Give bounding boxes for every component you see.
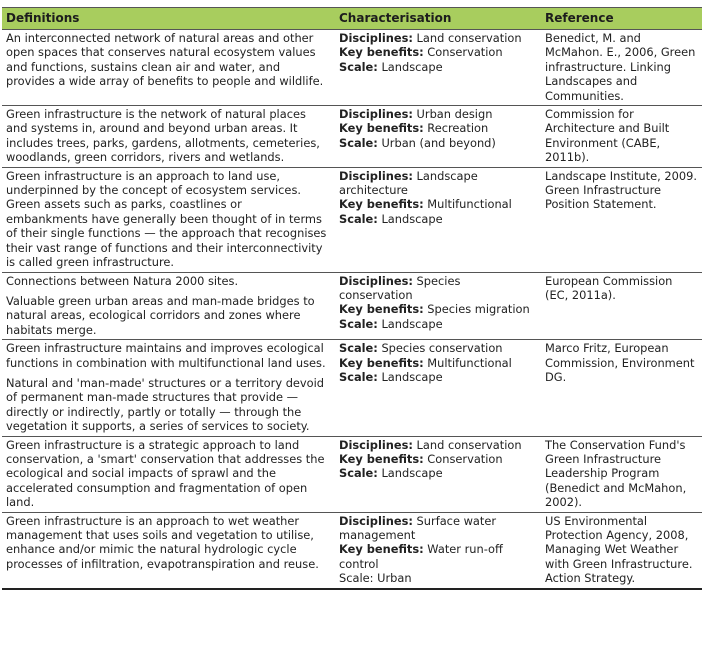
characterisation-label: Disciplines:: [339, 168, 413, 183]
characterisation-label: Scale:: [339, 466, 378, 481]
characterisation-value: Urban (and beyond): [377, 135, 496, 150]
definition-paragraph: Green infrastructure is the network of natural places and systems in, around and beyond urban areas. It includes trees, parks, gardens, allotments, cemeteries, woodlands, green corridors, rivers and wetlands.: [6, 107, 320, 165]
characterisation-label: Scale:: [339, 59, 378, 74]
characterisation-label: Key benefits:: [339, 45, 424, 60]
characterisation-value: Water run-off control: [339, 542, 503, 571]
definition-paragraph: Green infrastructure is a strategic approach to land conservation, a 'smart' conservation that addresses the ecological and social impacts of sprawl and the accelerated consumption and fragmentation of open land.: [6, 437, 325, 510]
characterisation-value: Scale: Urban: [339, 571, 412, 586]
header-characterisation: Characterisation: [335, 8, 541, 30]
characterisation-line: [339, 212, 537, 226]
characterisation-line: [339, 107, 537, 121]
header-row: [2, 8, 702, 30]
characterisation-label: Key benefits:: [339, 197, 424, 212]
characterisation-label: Disciplines:: [339, 513, 413, 528]
definition-paragraph: An interconnected network of natural areas and other open spaces that conserves natural ecosystem values and functions, sustains clean air and water, and provides a wide array of benefits to people and wildlife.: [6, 31, 324, 89]
characterisation-cell: [335, 436, 541, 512]
characterisation-label: Disciplines:: [339, 31, 413, 45]
reference-cell: Commission for Architecture and Built Environment (CABE, 2011b).: [541, 106, 702, 168]
definition-paragraph: Valuable green urban areas and man-made bridges to natural areas, ecological corridors and zones where habitats merge.: [6, 293, 315, 337]
characterisation-label: Disciplines:: [339, 273, 413, 288]
characterisation-cell: [335, 512, 541, 589]
characterisation-value: Landscape: [377, 211, 443, 226]
characterisation-value: Conservation: [423, 451, 503, 466]
characterisation-line: [339, 45, 537, 59]
reference-cell: The Conservation Fund's Green Infrastructure Leadership Program (Benedict and McMahon, 2002).: [541, 436, 702, 512]
characterisation-value: Multifunctional: [423, 197, 512, 212]
definition-cell: [2, 30, 335, 106]
reference-cell: European Commission (EC, 2011a).: [541, 272, 702, 340]
table-row: [2, 167, 702, 272]
characterisation-value: Land conservation: [412, 31, 522, 45]
definition-cell: [2, 106, 335, 168]
characterisation-value: Surface water management: [339, 513, 497, 542]
characterisation-value: Landscape: [377, 316, 443, 331]
header-reference: Reference: [541, 8, 702, 30]
definition-paragraph: Green infrastructure maintains and improves ecological functions in combination with multifunctional land uses.: [6, 341, 326, 370]
characterisation-label: Key benefits:: [339, 121, 424, 136]
definitions-table: [2, 7, 702, 590]
characterisation-label: Scale:: [339, 316, 378, 331]
characterisation-line: [339, 514, 537, 543]
definition-paragraph: Natural and 'man-made' structures or a territory devoid of permanent man-made structures that provide — directly or indirectly, partly or totally — through the vegetation it supports, a series of services to society.: [6, 375, 325, 434]
definition-paragraph: Green infrastructure is an approach to wet weather management that uses soils and vegetation to utilise, enhance and/or mimic the natural hydrologic cycle processes of infiltration, evapotranspiration and reuse.: [6, 513, 319, 571]
characterisation-line: [339, 121, 537, 135]
characterisation-cell: [335, 106, 541, 168]
table-body: [2, 30, 702, 589]
characterisation-value: Recreation: [423, 121, 489, 136]
characterisation-label: Key benefits:: [339, 451, 424, 466]
definition-cell: [2, 436, 335, 512]
table-row: [2, 512, 702, 589]
characterisation-label: Scale:: [339, 135, 378, 150]
characterisation-label: Key benefits:: [339, 302, 424, 317]
reference-cell: Benedict, M. and McMahon. E., 2006, Green infrastructure. Linking Landscapes and Communities.: [541, 30, 702, 106]
characterisation-value: Urban design: [412, 107, 493, 122]
characterisation-label: Disciplines:: [339, 437, 413, 452]
table-row: [2, 30, 702, 106]
definition-cell: [2, 272, 335, 340]
characterisation-cell: [335, 167, 541, 272]
table-row: [2, 340, 702, 436]
characterisation-label: Scale:: [339, 369, 378, 384]
characterisation-line: [339, 31, 537, 45]
characterisation-label: Scale:: [339, 211, 378, 226]
reference-cell: Landscape Institute, 2009. Green Infrastructure Position Statement.: [541, 167, 702, 272]
definition-cell: [2, 167, 335, 272]
characterisation-value: Species conservation: [377, 341, 503, 356]
characterisation-cell: [335, 30, 541, 106]
characterisation-value: Multifunctional: [423, 355, 512, 370]
characterisation-line: [339, 136, 537, 150]
characterisation-line: [339, 317, 537, 331]
reference-cell: Marco Fritz, European Commission, Environment DG.: [541, 340, 702, 436]
characterisation-value: Conservation: [423, 45, 503, 60]
characterisation-line: [339, 466, 537, 480]
definition-paragraph: Connections between Natura 2000 sites.: [6, 273, 239, 288]
characterisation-line: [339, 197, 537, 211]
characterisation-line: [339, 370, 537, 384]
characterisation-line: [339, 452, 537, 466]
characterisation-value: Landscape architecture: [339, 168, 478, 198]
table-row: [2, 106, 702, 168]
characterisation-label: Scale:: [339, 341, 378, 356]
characterisation-label: Key benefits:: [339, 355, 424, 370]
characterisation-value: Species conservation: [339, 273, 461, 302]
characterisation-value: Landscape: [377, 59, 443, 74]
characterisation-line: [339, 571, 537, 585]
definition-cell: [2, 512, 335, 589]
characterisation-cell: [335, 340, 541, 436]
characterisation-line: [339, 60, 537, 74]
characterisation-value: Landscape: [377, 466, 443, 481]
table-row: [2, 272, 702, 340]
characterisation-value: Land conservation: [412, 437, 522, 452]
characterisation-cell: [335, 272, 541, 340]
definition-cell: [2, 340, 335, 436]
characterisation-line: [339, 356, 537, 370]
characterisation-line: [339, 438, 537, 452]
definition-paragraph: Green infrastructure is an approach to land use, underpinned by the concept of ecosystem services. Green assets such as parks, coastlines or embankments have generally been thought of in terms of their single functions — the approach that recognises their vast range of functions and their interconnectivity is called green infrastructure.: [6, 168, 327, 270]
characterisation-line: [339, 542, 537, 571]
characterisation-label: Key benefits:: [339, 542, 424, 557]
characterisation-line: [339, 169, 537, 198]
characterisation-value: Landscape: [377, 369, 443, 384]
characterisation-line: [339, 341, 537, 355]
characterisation-line: [339, 274, 537, 303]
header-definitions: Definitions: [2, 8, 335, 30]
characterisation-value: Species migration: [423, 302, 530, 317]
table-row: [2, 436, 702, 512]
table-header: [2, 8, 702, 30]
reference-cell: US Environmental Protection Agency, 2008, Managing Wet Weather with Green Infrastructure. Action Strategy.: [541, 512, 702, 589]
characterisation-label: Disciplines:: [339, 107, 413, 122]
characterisation-line: [339, 302, 537, 316]
